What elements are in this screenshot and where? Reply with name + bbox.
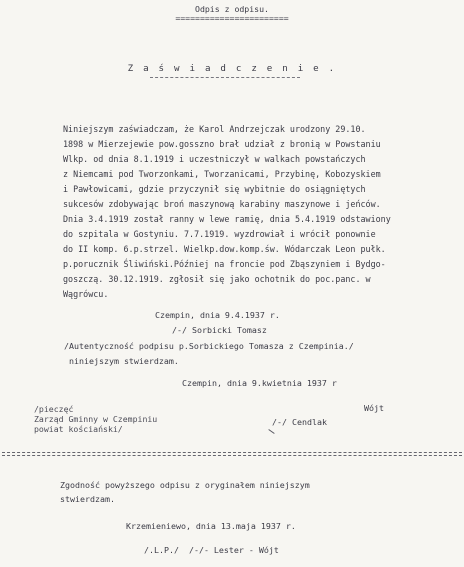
- stamp-line: powiat kościański/: [34, 424, 123, 434]
- body-line: Wlkp. od dnia 8.1.1919 i uczestniczył w walkach powstańczych: [63, 154, 366, 164]
- body-line: p.porucznik Śliwiński.Później na froncie pod Zbąszyniem i Bydgo-: [63, 259, 386, 269]
- body-line: do II komp. 6.p.strzel. Wielkp.dow.komp.św. Wódarczak Leon pułk.: [63, 244, 386, 254]
- copy-title: Odpis z odpisu.: [195, 4, 269, 14]
- conformity-line: stwierdzam.: [60, 494, 115, 504]
- final-signature: /.L.P./ /-/- Lester - Wójt: [144, 545, 279, 555]
- section-separator: [2, 452, 462, 456]
- conformity-line: Zgodność powyższego odpisu z oryginałem niniejszym: [60, 480, 310, 490]
- authentication-line: niniejszym stwierdzam.: [64, 356, 179, 366]
- stamp-line: Zarząd Gminny w Czempiniu: [34, 414, 158, 424]
- body-line: sukcesów zdobywając broń maszynową karabiny maszynowe i jeńców.: [63, 199, 381, 209]
- document-title: Z a ś w i a d c z e n i e .: [127, 63, 337, 74]
- wojt-title: Wójt: [364, 403, 384, 413]
- body-line: i Pawłowicami, gdzie przyczynił się wybitnie do osiągniętych: [63, 184, 366, 194]
- body-line: z Niemcami pod Tworzonkami, Tworzanicami, Przybinę, Kobozyskiem: [63, 169, 381, 179]
- copy-title-underline: =======================: [175, 13, 289, 23]
- first-signature: /-/ Sorbicki Tomasz: [172, 325, 267, 335]
- body-line: Wągrówcu.: [63, 289, 109, 299]
- body-line: 1898 w Mierzejewie pow.gosszno brał udział z bronią w Powstaniu: [63, 139, 381, 149]
- body-line: Niniejszym zaświadczam, że Karol Andrzejczak urodzony 29.10.: [63, 124, 366, 134]
- stamp-line: /pieczęć: [34, 404, 74, 414]
- body-line: Dnia 3.4.1919 został ranny w lewe ramię, dnia 5.4.1919 odstawiony: [63, 214, 391, 224]
- authentication-line: /Autentyczność podpisu p.Sorbickiego Tomasza z Czempinia./: [64, 341, 354, 351]
- title-underline: [150, 77, 300, 78]
- body-line: goszczą. 30.12.1919. zgłosił się jako ochotnik do poc.panc. w: [63, 274, 371, 284]
- body-line: do szpitala w Gostyniu. 7.7.1919. wyzdrowiał i wrócił ponownie: [63, 229, 376, 239]
- second-place-date: Czempin, dnia 9.kwietnia 1937 r: [182, 378, 337, 388]
- wojt-signature: /-/ Cendlak: [272, 417, 327, 427]
- pen-mark: [268, 429, 274, 434]
- final-place-date: Krzemieniewo, dnia 13.maja 1937 r.: [126, 521, 296, 531]
- first-place-date: Czempin, dnia 9.4.1937 r.: [155, 310, 280, 320]
